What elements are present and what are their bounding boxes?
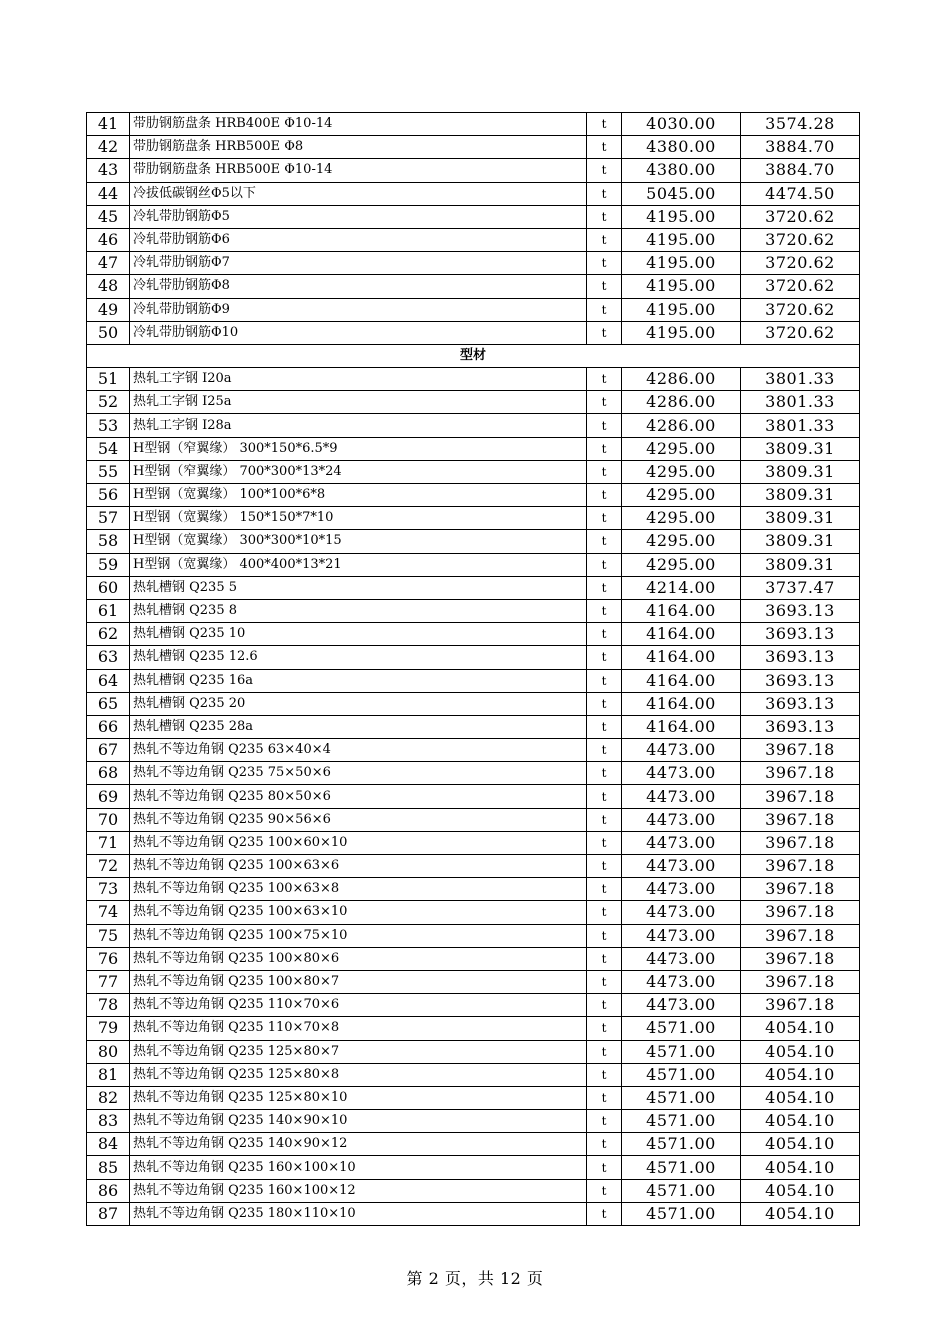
- item-name: 热轧不等边角钢 Q235 100×60×10: [130, 831, 587, 854]
- price-without-tax: 3801.33: [741, 414, 860, 437]
- price-without-tax: 3809.31: [741, 460, 860, 483]
- unit: t: [587, 182, 622, 205]
- price-without-tax: 3967.18: [741, 739, 860, 762]
- price-without-tax: 3967.18: [741, 994, 860, 1017]
- item-name: 热轧不等边角钢 Q235 125×80×10: [130, 1086, 587, 1109]
- row-number: 52: [87, 391, 130, 414]
- item-name: 热轧槽钢 Q235 8: [130, 599, 587, 622]
- unit: t: [587, 1133, 622, 1156]
- row-number: 86: [87, 1179, 130, 1202]
- item-name: 冷轧带肋钢筋Φ10: [130, 321, 587, 344]
- item-name: 热轧不等边角钢 Q235 100×63×8: [130, 878, 587, 901]
- table-row: [87, 391, 860, 414]
- row-number: 43: [87, 159, 130, 182]
- row-number: 80: [87, 1040, 130, 1063]
- price-without-tax: 4054.10: [741, 1086, 860, 1109]
- price-with-tax: 4473.00: [622, 994, 741, 1017]
- price-with-tax: 4571.00: [622, 1017, 741, 1040]
- price-with-tax: 4473.00: [622, 785, 741, 808]
- row-number: 74: [87, 901, 130, 924]
- row-number: 66: [87, 715, 130, 738]
- item-name: 冷轧带肋钢筋Φ8: [130, 275, 587, 298]
- item-name: H型钢（宽翼缘） 100*100*6*8: [130, 484, 587, 507]
- item-name: 热轧不等边角钢 Q235 140×90×10: [130, 1110, 587, 1133]
- unit: t: [587, 739, 622, 762]
- unit: t: [587, 599, 622, 622]
- price-with-tax: 4164.00: [622, 646, 741, 669]
- unit: t: [587, 1086, 622, 1109]
- price-with-tax: 4295.00: [622, 507, 741, 530]
- unit: t: [587, 414, 622, 437]
- unit: t: [587, 831, 622, 854]
- row-number: 59: [87, 553, 130, 576]
- price-without-tax: 3801.33: [741, 368, 860, 391]
- price-with-tax: 4164.00: [622, 669, 741, 692]
- price-without-tax: 3884.70: [741, 136, 860, 159]
- price-with-tax: 4473.00: [622, 970, 741, 993]
- price-with-tax: 4473.00: [622, 808, 741, 831]
- price-without-tax: 4054.10: [741, 1133, 860, 1156]
- price-with-tax: 4164.00: [622, 599, 741, 622]
- price-without-tax: 4054.10: [741, 1063, 860, 1086]
- price-without-tax: 3809.31: [741, 530, 860, 553]
- unit: t: [587, 808, 622, 831]
- unit: t: [587, 368, 622, 391]
- price-with-tax: 4030.00: [622, 113, 741, 136]
- table-row: [87, 855, 860, 878]
- price-table: [86, 112, 860, 1226]
- price-without-tax: 3967.18: [741, 831, 860, 854]
- row-number: 84: [87, 1133, 130, 1156]
- price-without-tax: 3720.62: [741, 275, 860, 298]
- table-row: [87, 785, 860, 808]
- price-without-tax: 3967.18: [741, 785, 860, 808]
- page-footer: 第 2 页，共 12 页: [406, 1269, 544, 1288]
- item-name: 冷轧带肋钢筋Φ6: [130, 228, 587, 251]
- price-without-tax: 3967.18: [741, 924, 860, 947]
- unit: t: [587, 669, 622, 692]
- unit: t: [587, 924, 622, 947]
- table-row: [87, 437, 860, 460]
- unit: t: [587, 298, 622, 321]
- item-name: H型钢（窄翼缘） 700*300*13*24: [130, 460, 587, 483]
- unit: t: [587, 321, 622, 344]
- section-title: 型材: [87, 344, 860, 367]
- table-row: [87, 1017, 860, 1040]
- row-number: 64: [87, 669, 130, 692]
- unit: t: [587, 994, 622, 1017]
- price-without-tax: 3967.18: [741, 855, 860, 878]
- table-body-profiles: [87, 368, 860, 1226]
- price-with-tax: 4473.00: [622, 831, 741, 854]
- price-with-tax: 4295.00: [622, 484, 741, 507]
- row-number: 49: [87, 298, 130, 321]
- item-name: 热轧不等边角钢 Q235 100×63×6: [130, 855, 587, 878]
- table-row: [87, 414, 860, 437]
- row-number: 82: [87, 1086, 130, 1109]
- price-without-tax: 3693.13: [741, 692, 860, 715]
- price-with-tax: 4571.00: [622, 1179, 741, 1202]
- item-name: 冷轧带肋钢筋Φ9: [130, 298, 587, 321]
- item-name: 冷轧带肋钢筋Φ7: [130, 252, 587, 275]
- row-number: 79: [87, 1017, 130, 1040]
- item-name: 热轧工字钢 I28a: [130, 414, 587, 437]
- item-name: 热轧不等边角钢 Q235 125×80×7: [130, 1040, 587, 1063]
- row-number: 85: [87, 1156, 130, 1179]
- table-row: [87, 947, 860, 970]
- unit: t: [587, 855, 622, 878]
- row-number: 56: [87, 484, 130, 507]
- price-without-tax: 3720.62: [741, 298, 860, 321]
- price-with-tax: 4473.00: [622, 739, 741, 762]
- price-without-tax: 3884.70: [741, 159, 860, 182]
- table-row: [87, 762, 860, 785]
- row-number: 72: [87, 855, 130, 878]
- item-name: 热轧不等边角钢 Q235 160×100×12: [130, 1179, 587, 1202]
- table-row: [87, 623, 860, 646]
- unit: t: [587, 530, 622, 553]
- unit: t: [587, 484, 622, 507]
- table-row: [87, 1179, 860, 1202]
- table-row: [87, 1156, 860, 1179]
- item-name: H型钢（窄翼缘） 300*150*6.5*9: [130, 437, 587, 460]
- price-without-tax: 3809.31: [741, 484, 860, 507]
- item-name: 热轧不等边角钢 Q235 100×80×7: [130, 970, 587, 993]
- price-without-tax: 3720.62: [741, 228, 860, 251]
- price-without-tax: 3720.62: [741, 321, 860, 344]
- price-without-tax: 3720.62: [741, 252, 860, 275]
- unit: t: [587, 715, 622, 738]
- table-row: [87, 205, 860, 228]
- price-with-tax: 4195.00: [622, 228, 741, 251]
- table-row: [87, 739, 860, 762]
- price-with-tax: 4195.00: [622, 252, 741, 275]
- price-without-tax: 3967.18: [741, 762, 860, 785]
- price-with-tax: 4473.00: [622, 924, 741, 947]
- price-without-tax: 3801.33: [741, 391, 860, 414]
- table-row: [87, 1040, 860, 1063]
- price-without-tax: 4054.10: [741, 1179, 860, 1202]
- unit: t: [587, 762, 622, 785]
- price-with-tax: 4295.00: [622, 460, 741, 483]
- price-with-tax: 4380.00: [622, 136, 741, 159]
- price-with-tax: 4195.00: [622, 298, 741, 321]
- row-number: 48: [87, 275, 130, 298]
- unit: t: [587, 437, 622, 460]
- table-row: [87, 1202, 860, 1225]
- price-without-tax: 3574.28: [741, 113, 860, 136]
- row-number: 57: [87, 507, 130, 530]
- table-row: [87, 924, 860, 947]
- row-number: 42: [87, 136, 130, 159]
- unit: t: [587, 970, 622, 993]
- row-number: 60: [87, 576, 130, 599]
- price-without-tax: 4474.50: [741, 182, 860, 205]
- table-row: [87, 460, 860, 483]
- price-with-tax: 4473.00: [622, 901, 741, 924]
- price-without-tax: 3809.31: [741, 507, 860, 530]
- price-with-tax: 4571.00: [622, 1110, 741, 1133]
- price-without-tax: 3967.18: [741, 808, 860, 831]
- row-number: 62: [87, 623, 130, 646]
- table-row: [87, 182, 860, 205]
- unit: t: [587, 623, 622, 646]
- row-number: 55: [87, 460, 130, 483]
- row-number: 54: [87, 437, 130, 460]
- table-row: [87, 136, 860, 159]
- price-with-tax: 4473.00: [622, 762, 741, 785]
- price-with-tax: 4286.00: [622, 414, 741, 437]
- price-with-tax: 4195.00: [622, 321, 741, 344]
- unit: t: [587, 1156, 622, 1179]
- unit: t: [587, 1179, 622, 1202]
- row-number: 69: [87, 785, 130, 808]
- price-without-tax: 3720.62: [741, 205, 860, 228]
- unit: t: [587, 646, 622, 669]
- table-row: [87, 1133, 860, 1156]
- table-row: [87, 553, 860, 576]
- table-body-rebar: [87, 113, 860, 345]
- item-name: 热轧槽钢 Q235 16a: [130, 669, 587, 692]
- item-name: 热轧不等边角钢 Q235 80×50×6: [130, 785, 587, 808]
- table-row: [87, 530, 860, 553]
- table-row: [87, 646, 860, 669]
- price-with-tax: 4295.00: [622, 530, 741, 553]
- table-row: [87, 994, 860, 1017]
- price-with-tax: 4571.00: [622, 1156, 741, 1179]
- unit: t: [587, 391, 622, 414]
- row-number: 58: [87, 530, 130, 553]
- price-with-tax: 4295.00: [622, 437, 741, 460]
- table-row: [87, 808, 860, 831]
- row-number: 41: [87, 113, 130, 136]
- price-without-tax: 3967.18: [741, 878, 860, 901]
- row-number: 47: [87, 252, 130, 275]
- row-number: 71: [87, 831, 130, 854]
- table-row: [87, 1110, 860, 1133]
- price-without-tax: 4054.10: [741, 1202, 860, 1225]
- row-number: 46: [87, 228, 130, 251]
- unit: t: [587, 1040, 622, 1063]
- price-without-tax: 4054.10: [741, 1156, 860, 1179]
- row-number: 68: [87, 762, 130, 785]
- item-name: 热轧不等边角钢 Q235 90×56×6: [130, 808, 587, 831]
- section-row: [87, 344, 860, 367]
- row-number: 61: [87, 599, 130, 622]
- unit: t: [587, 576, 622, 599]
- price-without-tax: 4054.10: [741, 1040, 860, 1063]
- price-with-tax: 4164.00: [622, 715, 741, 738]
- item-name: 热轧槽钢 Q235 12.6: [130, 646, 587, 669]
- price-with-tax: 4473.00: [622, 855, 741, 878]
- price-without-tax: 3809.31: [741, 437, 860, 460]
- item-name: H型钢（宽翼缘） 400*400*13*21: [130, 553, 587, 576]
- unit: t: [587, 159, 622, 182]
- price-with-tax: 4571.00: [622, 1063, 741, 1086]
- price-without-tax: 3693.13: [741, 715, 860, 738]
- unit: t: [587, 1017, 622, 1040]
- unit: t: [587, 901, 622, 924]
- row-number: 65: [87, 692, 130, 715]
- item-name: 带肋钢筋盘条 HRB500E Φ8: [130, 136, 587, 159]
- row-number: 44: [87, 182, 130, 205]
- table-row: [87, 878, 860, 901]
- item-name: H型钢（宽翼缘） 300*300*10*15: [130, 530, 587, 553]
- row-number: 83: [87, 1110, 130, 1133]
- price-with-tax: 4571.00: [622, 1040, 741, 1063]
- price-without-tax: 4054.10: [741, 1110, 860, 1133]
- row-number: 45: [87, 205, 130, 228]
- item-name: 热轧不等边角钢 Q235 110×70×6: [130, 994, 587, 1017]
- item-name: 热轧不等边角钢 Q235 160×100×10: [130, 1156, 587, 1179]
- unit: t: [587, 275, 622, 298]
- table-row: [87, 368, 860, 391]
- table-row: [87, 715, 860, 738]
- item-name: 热轧不等边角钢 Q235 140×90×12: [130, 1133, 587, 1156]
- item-name: 热轧不等边角钢 Q235 75×50×6: [130, 762, 587, 785]
- unit: t: [587, 460, 622, 483]
- unit: t: [587, 785, 622, 808]
- table-row: [87, 901, 860, 924]
- price-with-tax: 4295.00: [622, 553, 741, 576]
- table-section-header: [87, 344, 860, 367]
- item-name: 热轧槽钢 Q235 20: [130, 692, 587, 715]
- unit: t: [587, 1063, 622, 1086]
- table-row: [87, 692, 860, 715]
- item-name: 热轧槽钢 Q235 5: [130, 576, 587, 599]
- price-without-tax: 3693.13: [741, 669, 860, 692]
- price-without-tax: 3967.18: [741, 947, 860, 970]
- price-without-tax: 3967.18: [741, 970, 860, 993]
- item-name: 带肋钢筋盘条 HRB500E Φ10-14: [130, 159, 587, 182]
- price-with-tax: 4380.00: [622, 159, 741, 182]
- price-with-tax: 4473.00: [622, 947, 741, 970]
- item-name: 热轧工字钢 I25a: [130, 391, 587, 414]
- price-with-tax: 4195.00: [622, 275, 741, 298]
- unit: t: [587, 507, 622, 530]
- price-with-tax: 4286.00: [622, 368, 741, 391]
- row-number: 70: [87, 808, 130, 831]
- item-name: 热轧不等边角钢 Q235 110×70×8: [130, 1017, 587, 1040]
- unit: t: [587, 947, 622, 970]
- unit: t: [587, 878, 622, 901]
- price-with-tax: 4571.00: [622, 1133, 741, 1156]
- unit: t: [587, 1110, 622, 1133]
- unit: t: [587, 692, 622, 715]
- price-without-tax: 3693.13: [741, 599, 860, 622]
- price-with-tax: 4164.00: [622, 623, 741, 646]
- table-row: [87, 507, 860, 530]
- table-row: [87, 159, 860, 182]
- item-name: 热轧不等边角钢 Q235 125×80×8: [130, 1063, 587, 1086]
- table-row: [87, 1086, 860, 1109]
- price-with-tax: 4473.00: [622, 878, 741, 901]
- table-row: [87, 275, 860, 298]
- row-number: 87: [87, 1202, 130, 1225]
- row-number: 76: [87, 947, 130, 970]
- table-row: [87, 576, 860, 599]
- table-row: [87, 298, 860, 321]
- item-name: 冷拔低碳钢丝Φ5以下: [130, 182, 587, 205]
- unit: t: [587, 1202, 622, 1225]
- table-row: [87, 484, 860, 507]
- row-number: 51: [87, 368, 130, 391]
- row-number: 63: [87, 646, 130, 669]
- price-without-tax: 3737.47: [741, 576, 860, 599]
- item-name: 热轧工字钢 I20a: [130, 368, 587, 391]
- row-number: 50: [87, 321, 130, 344]
- price-with-tax: 4286.00: [622, 391, 741, 414]
- price-with-tax: 5045.00: [622, 182, 741, 205]
- unit: t: [587, 228, 622, 251]
- unit: t: [587, 113, 622, 136]
- item-name: 热轧不等边角钢 Q235 100×75×10: [130, 924, 587, 947]
- unit: t: [587, 553, 622, 576]
- price-with-tax: 4164.00: [622, 692, 741, 715]
- item-name: 带肋钢筋盘条 HRB400E Φ10-14: [130, 113, 587, 136]
- table-row: [87, 669, 860, 692]
- item-name: 热轧不等边角钢 Q235 63×40×4: [130, 739, 587, 762]
- table-row: [87, 831, 860, 854]
- row-number: 73: [87, 878, 130, 901]
- price-with-tax: 4214.00: [622, 576, 741, 599]
- unit: t: [587, 205, 622, 228]
- item-name: 热轧不等边角钢 Q235 180×110×10: [130, 1202, 587, 1225]
- table-row: [87, 228, 860, 251]
- unit: t: [587, 252, 622, 275]
- table-row: [87, 113, 860, 136]
- price-without-tax: 3693.13: [741, 646, 860, 669]
- price-without-tax: 3967.18: [741, 901, 860, 924]
- price-without-tax: 3693.13: [741, 623, 860, 646]
- row-number: 67: [87, 739, 130, 762]
- table-row: [87, 1063, 860, 1086]
- item-name: 冷轧带肋钢筋Φ5: [130, 205, 587, 228]
- item-name: 热轧槽钢 Q235 10: [130, 623, 587, 646]
- table-row: [87, 599, 860, 622]
- table-row: [87, 252, 860, 275]
- table-row: [87, 970, 860, 993]
- row-number: 53: [87, 414, 130, 437]
- price-with-tax: 4571.00: [622, 1086, 741, 1109]
- price-without-tax: 3809.31: [741, 553, 860, 576]
- item-name: 热轧不等边角钢 Q235 100×63×10: [130, 901, 587, 924]
- item-name: 热轧槽钢 Q235 28a: [130, 715, 587, 738]
- item-name: H型钢（宽翼缘） 150*150*7*10: [130, 507, 587, 530]
- item-name: 热轧不等边角钢 Q235 100×80×6: [130, 947, 587, 970]
- row-number: 75: [87, 924, 130, 947]
- row-number: 78: [87, 994, 130, 1017]
- price-without-tax: 4054.10: [741, 1017, 860, 1040]
- price-with-tax: 4571.00: [622, 1202, 741, 1225]
- price-with-tax: 4195.00: [622, 205, 741, 228]
- row-number: 77: [87, 970, 130, 993]
- row-number: 81: [87, 1063, 130, 1086]
- table-row: [87, 321, 860, 344]
- unit: t: [587, 136, 622, 159]
